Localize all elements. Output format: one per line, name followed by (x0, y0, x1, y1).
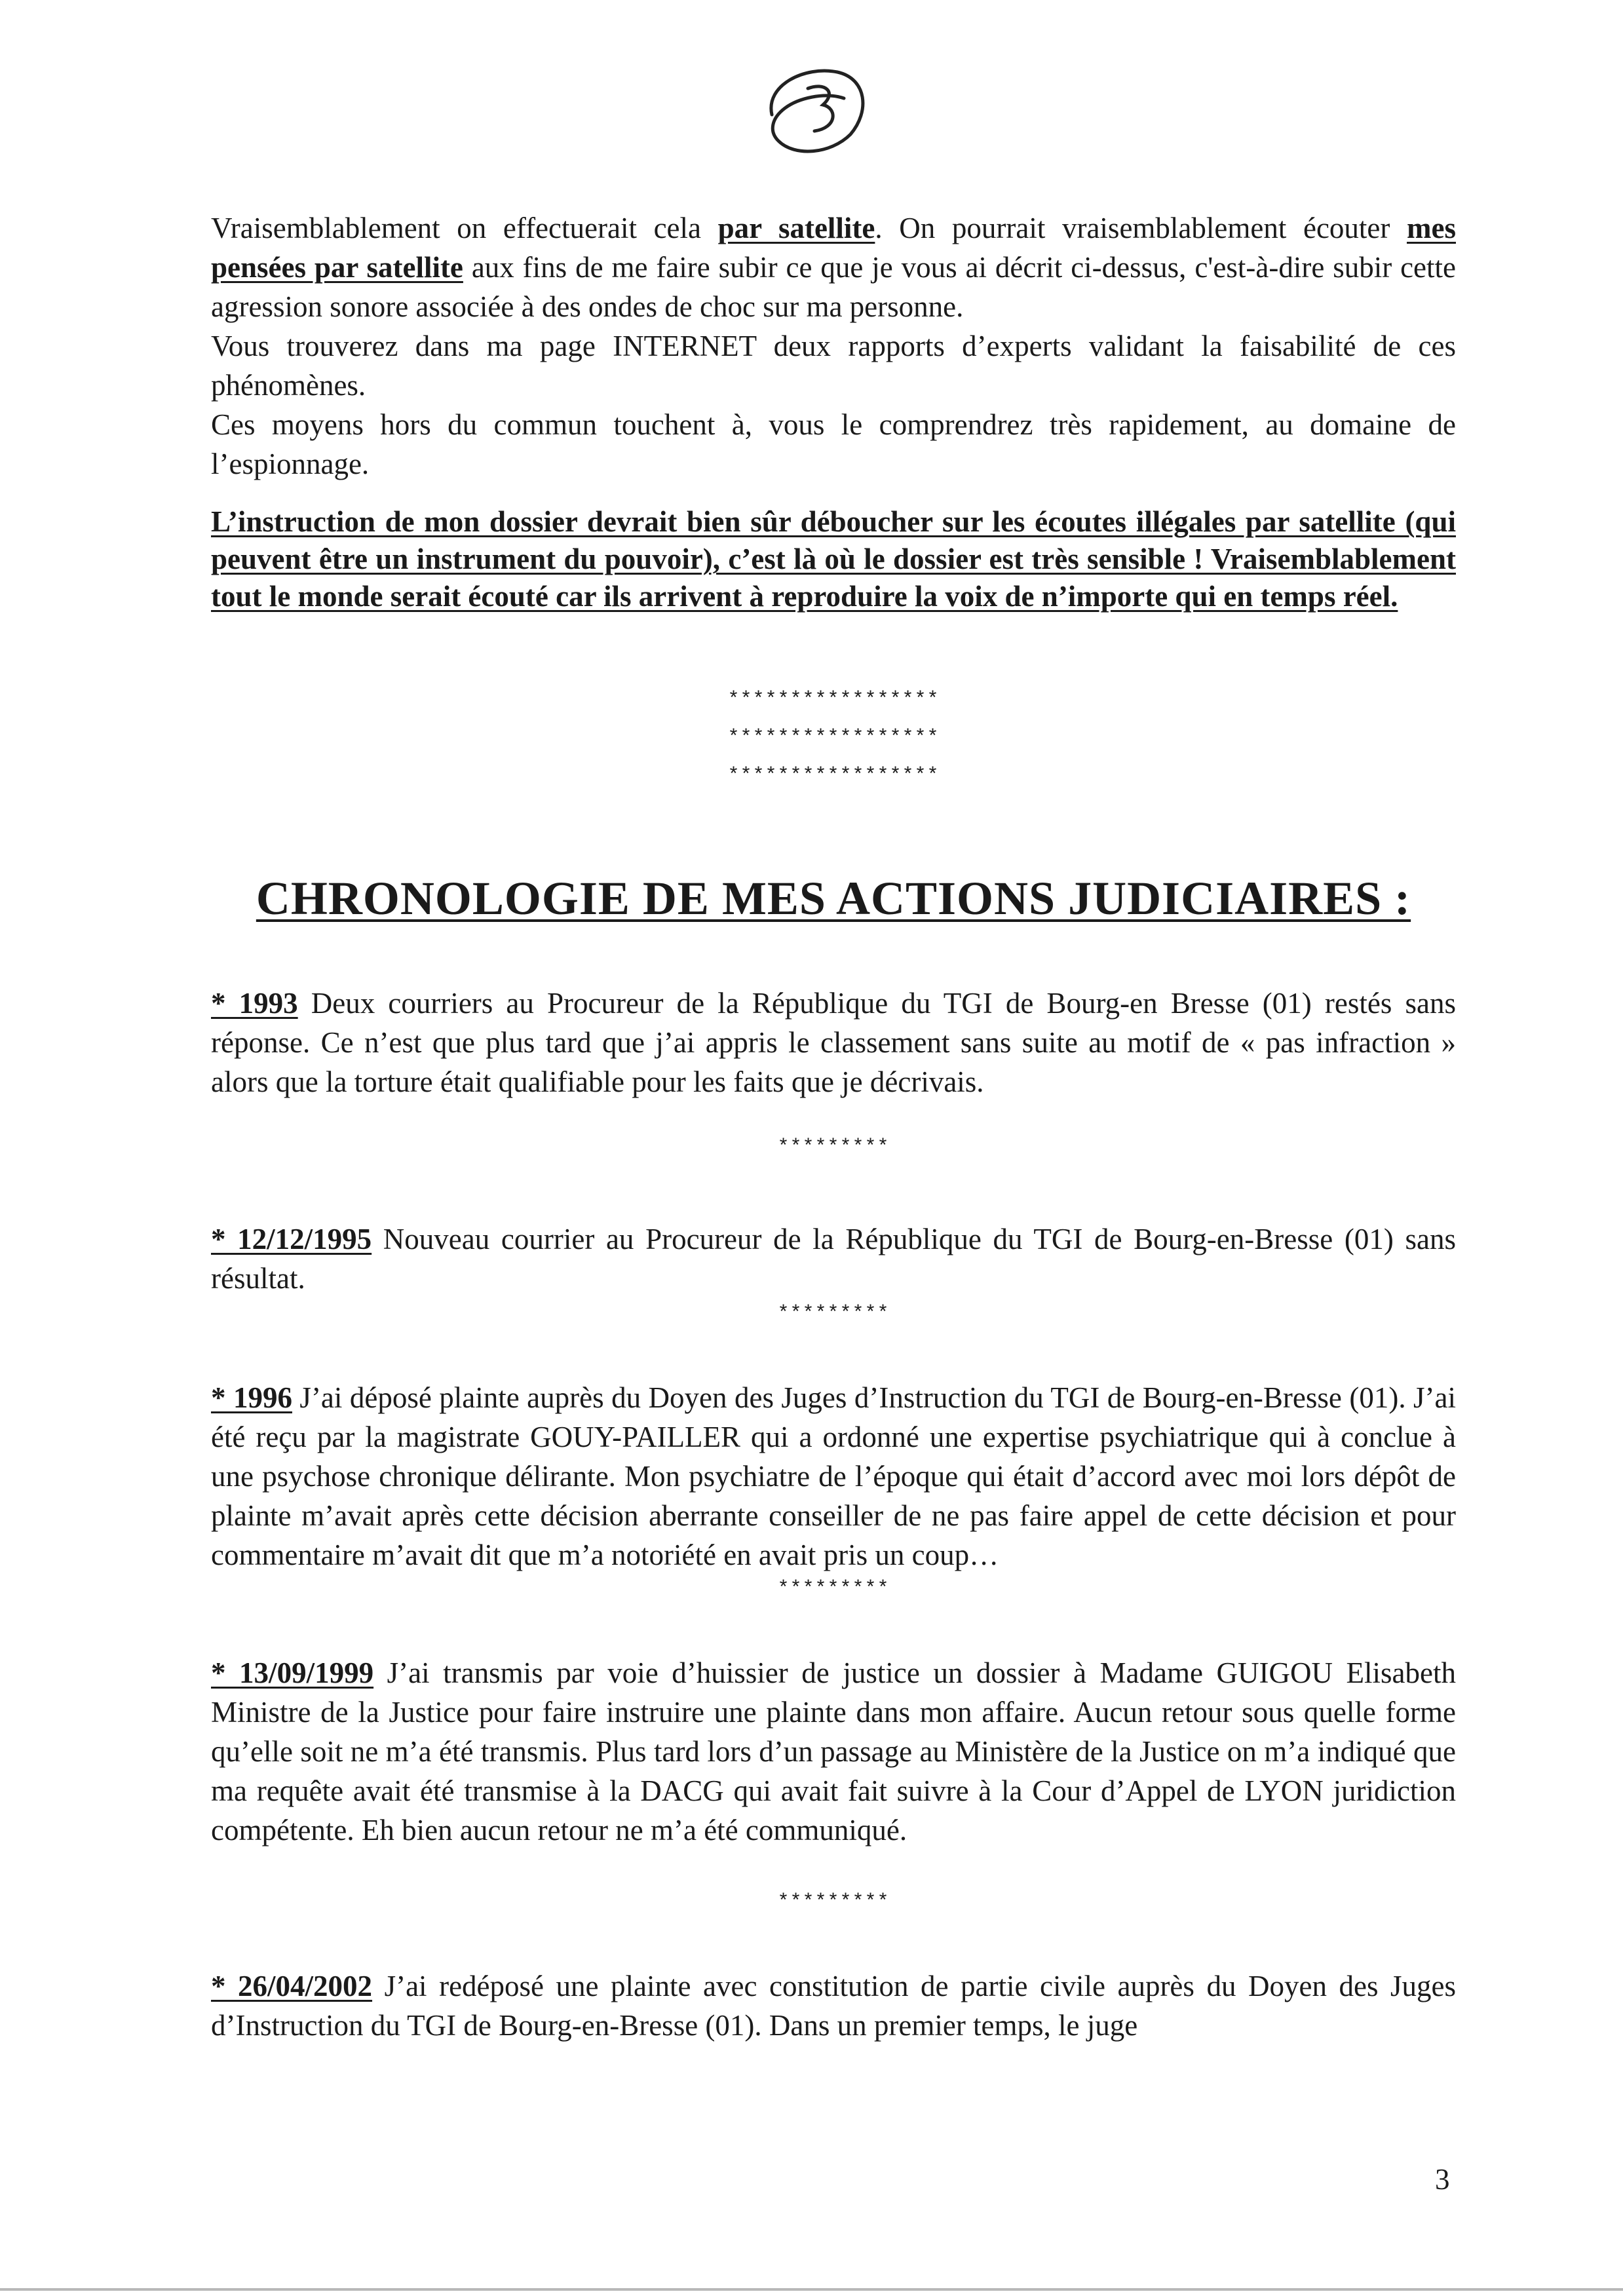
chronology-entry (211, 1378, 1456, 1575)
entry-text: Deux courriers au Procureur de la République du TGI de Bourg-en Bresse (01) restés sans réponse. Ce n’est que plus tard que j’ai appris le classement sans suite au motif de « pas infraction » alors que la torture était qualifiable pour les faits que je décrivais. (211, 987, 1456, 1098)
intro-text: Vraisemblablement on effectuerait cela (211, 212, 718, 244)
emphasis-pensees: mes pensées par satellite (211, 212, 1456, 284)
entry-separator: ********* (777, 1891, 890, 1913)
section-title: CHRONOLOGIE DE MES ACTIONS JUDICIAIRES : (256, 872, 1411, 925)
star-line: ***************** (727, 689, 940, 711)
chronology-entry (211, 984, 1456, 1101)
intro-text: . On pourrait vraisemblablement écouter (875, 212, 1407, 244)
entry-separator: ********* (777, 1136, 890, 1158)
intro-paragraph-2: Vous trouverez dans ma page INTERNET deux rapports d’experts validant la faisabilité de ces phénomènes. (211, 330, 1456, 402)
entry-date: * 13/09/1999 (211, 1656, 374, 1689)
star-line: ***************** (727, 765, 940, 787)
emphasis-satellite: par satellite (717, 212, 875, 244)
entry-separator: ********* (777, 1578, 890, 1600)
page-bottom-border (0, 2288, 1623, 2291)
intro-text: aux fins de me faire subir ce que je vous ai décrit ci-dessus, c'est-à-dire subir cette agression sonore associée à des ondes de choc sur ma personne. (211, 251, 1457, 323)
intro-paragraph-3: Ces moyens hors du commun touchent à, vous le comprendrez très rapidement, au domaine de l’espionnage. (211, 408, 1456, 480)
entry-text: J’ai déposé plainte auprès du Doyen des Juges d’Instruction du TGI de Bourg-en-Bresse (01). J’ai été reçu par la magistrate GOUY-PAILLER qui a ordonné une expertise psychiatrique qui à conclue à une psychose chronique délirante. Mon psychiatre de l’époque qui était d’accord avec moi lors dépôt de plainte m’avait après cette décision aberrante conseiller de ne pas faire appel de cette décision et pour commentaire m’avait dit que m’a notoriété en avait pris un coup… (211, 1381, 1456, 1571)
entry-date: * 12/12/1995 (211, 1223, 372, 1255)
star-line: ***************** (727, 727, 940, 749)
entry-text: J’ai transmis par voie d’huissier de justice un dossier à Madame GUIGOU Elisabeth Ministre de la Justice pour faire instruire une plainte dans mon affaire. Aucun retour sous quelle forme qu’elle soit ne m’a été transmis. Plus tard lors d’un passage au Ministère de la Justice on m’a indiqué que ma requête avait été transmise à la DACG qui avait fait suivre à la Cour d’Appel de LYON juridiction compétente. Eh bien aucun retour ne m’a été communiqué. (211, 1656, 1456, 1846)
chronology-entry (211, 1653, 1456, 1850)
chronology-entry (211, 1219, 1456, 1298)
intro-paragraph-1 (211, 208, 1456, 326)
entry-text: Nouveau courrier au Procureur de la République du TGI de Bourg-en-Bresse (01) sans résultat. (211, 1223, 1456, 1295)
chronology-entry (211, 1966, 1456, 2045)
star-divider (211, 681, 1456, 795)
page-number: 3 (1435, 2163, 1450, 2196)
page-content (211, 208, 1456, 2045)
entry-separator: ********* (777, 1303, 890, 1325)
entry-date: * 1993 (211, 987, 298, 1020)
entry-date: * 26/04/2002 (211, 1970, 373, 2002)
entry-date: * 1996 (211, 1381, 292, 1414)
bold-underlined-statement: L’instruction de mon dossier devrait bien sûr déboucher sur les écoutes illégales par satellite (qui peuvent être un instrument du pouvoir), c’est là où le dossier est très sensible ! Vraisemblablement tout le monde serait écouté car ils arrivent à reproduire la voix de n’importe qui en temps réel. (211, 505, 1456, 613)
handwritten-page-number-mark (746, 52, 877, 164)
entry-text: J’ai redéposé une plainte avec constitution de partie civile auprès du Doyen des Juges d’Instruction du TGI de Bourg-en-Bresse (01). Dans un premier temps, le juge (211, 1970, 1456, 2042)
